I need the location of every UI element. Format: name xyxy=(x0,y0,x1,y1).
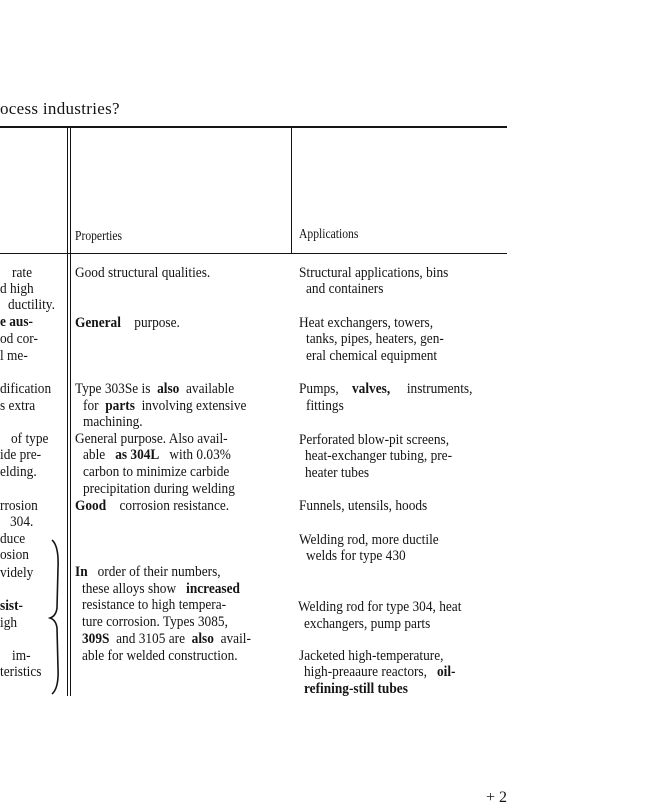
properties-row-6-line-2 xyxy=(82,581,240,598)
left-fragment: rate xyxy=(12,265,32,281)
applications-line: Funnels, utensils, hoods xyxy=(299,498,428,514)
left-fragment: ductility. xyxy=(8,297,55,313)
applications-line: Heat exchangers, towers, xyxy=(299,315,434,331)
left-fragment: osion xyxy=(0,547,29,563)
text-span: 309S xyxy=(82,631,110,647)
applications-line: exchangers, pump parts xyxy=(304,616,431,632)
text-span: for xyxy=(83,398,99,414)
left-fragment: rrosion xyxy=(0,498,38,514)
properties-row-2 xyxy=(75,315,180,332)
properties-row-4-line-1: General purpose. Also avail- xyxy=(75,431,228,447)
properties-row-2-bold: General xyxy=(75,315,121,331)
text-span: corrosion resistance. xyxy=(119,498,230,514)
column-divider-left-a xyxy=(67,126,68,696)
properties-row-6-line-5 xyxy=(82,631,251,648)
properties-row-4-line-4: precipitation during welding xyxy=(83,481,235,497)
header-properties: Properties xyxy=(75,228,123,243)
text-span: as 304L xyxy=(115,447,160,463)
text-span: order of their numbers, xyxy=(97,564,221,580)
column-divider-left-b xyxy=(70,126,71,696)
properties-row-1: Good structural qualities. xyxy=(75,265,211,281)
text-span: involving extensive xyxy=(141,398,247,414)
properties-row-4-line-2 xyxy=(83,447,231,464)
properties-row-3-line-1 xyxy=(75,381,234,398)
applications-line: heat-exchanger tubing, pre- xyxy=(305,448,453,464)
left-fragment: im- xyxy=(12,648,31,664)
properties-row-3-line-3: machining. xyxy=(83,414,143,430)
applications-line: welds for type 430 xyxy=(306,548,406,564)
applications-line: refining-still tubes xyxy=(304,681,408,697)
properties-row-6-line-4: ture corrosion. Types 3085, xyxy=(82,614,228,630)
applications-line: eral chemical equipment xyxy=(306,348,438,364)
page-number-fragment: + 2 xyxy=(486,789,508,806)
left-fragment: videly xyxy=(0,565,34,581)
table-title: ocess industries? xyxy=(0,99,120,118)
properties-row-6-line-1 xyxy=(75,564,221,581)
applications-line: heater tubes xyxy=(305,465,370,481)
left-fragment: l me- xyxy=(0,348,28,364)
left-fragment: dification xyxy=(0,381,52,397)
applications-line: tanks, pipes, heaters, gen- xyxy=(306,331,444,347)
applications-line xyxy=(299,381,472,398)
applications-line: fittings xyxy=(306,398,344,414)
text-span: available xyxy=(185,381,235,397)
left-fragment: sist- xyxy=(0,598,23,614)
applications-line: and containers xyxy=(306,281,384,297)
applications-line xyxy=(304,664,455,681)
left-fragment: teristics xyxy=(0,664,42,680)
applications-line: Welding rod for type 304, heat xyxy=(298,599,462,615)
text-span: parts xyxy=(105,398,135,414)
column-divider-right xyxy=(291,126,292,254)
text-span: valves, xyxy=(352,381,391,397)
text-span: Type 303Se is xyxy=(75,381,151,397)
left-fragment: duce xyxy=(0,531,26,547)
left-fragment: igh xyxy=(0,615,18,631)
left-fragment: ide pre- xyxy=(0,447,42,463)
text-span: with 0.03% xyxy=(169,447,231,463)
text-span: oil- xyxy=(436,664,456,680)
text-span: avail- xyxy=(220,631,251,647)
grouping-brace xyxy=(48,538,62,696)
left-fragment: elding. xyxy=(0,464,37,480)
top-rule xyxy=(0,126,507,128)
left-fragment: s extra xyxy=(0,398,36,414)
text-span: these alloys show xyxy=(82,581,177,597)
properties-row-4-line-3: carbon to minimize carbide xyxy=(83,464,230,480)
left-fragment: od cor- xyxy=(0,331,38,347)
left-fragment: of type xyxy=(11,431,49,447)
left-fragment: d high xyxy=(0,281,34,297)
text-span: high-preaaure reactors, xyxy=(304,664,427,680)
applications-line: Welding rod, more ductile xyxy=(299,532,439,548)
applications-line: Structural applications, bins xyxy=(299,265,449,281)
left-fragment: e aus- xyxy=(0,314,33,330)
properties-row-5 xyxy=(75,498,229,515)
text-span: also xyxy=(157,381,180,397)
text-span: increased xyxy=(186,581,240,597)
text-span: also xyxy=(191,631,214,647)
properties-row-2-rest: purpose. xyxy=(134,315,180,331)
applications-line: Jacketed high-temperature, xyxy=(299,648,444,664)
header-rule xyxy=(0,253,507,254)
applications-line: Perforated blow-pit screens, xyxy=(299,432,450,448)
text-span: and 3105 are xyxy=(116,631,186,647)
properties-row-6-line-3: resistance to high tempera- xyxy=(82,597,227,613)
text-span: Pumps, xyxy=(299,381,339,397)
left-fragment: 304. xyxy=(10,514,34,530)
header-applications: Applications xyxy=(299,226,359,241)
text-span: instruments, xyxy=(406,381,473,397)
text-span: In xyxy=(75,564,88,580)
properties-row-3-line-2 xyxy=(83,398,246,415)
text-span: able xyxy=(83,447,106,463)
properties-row-6-line-6: able for welded construction. xyxy=(82,648,238,664)
text-span: Good xyxy=(75,498,107,514)
